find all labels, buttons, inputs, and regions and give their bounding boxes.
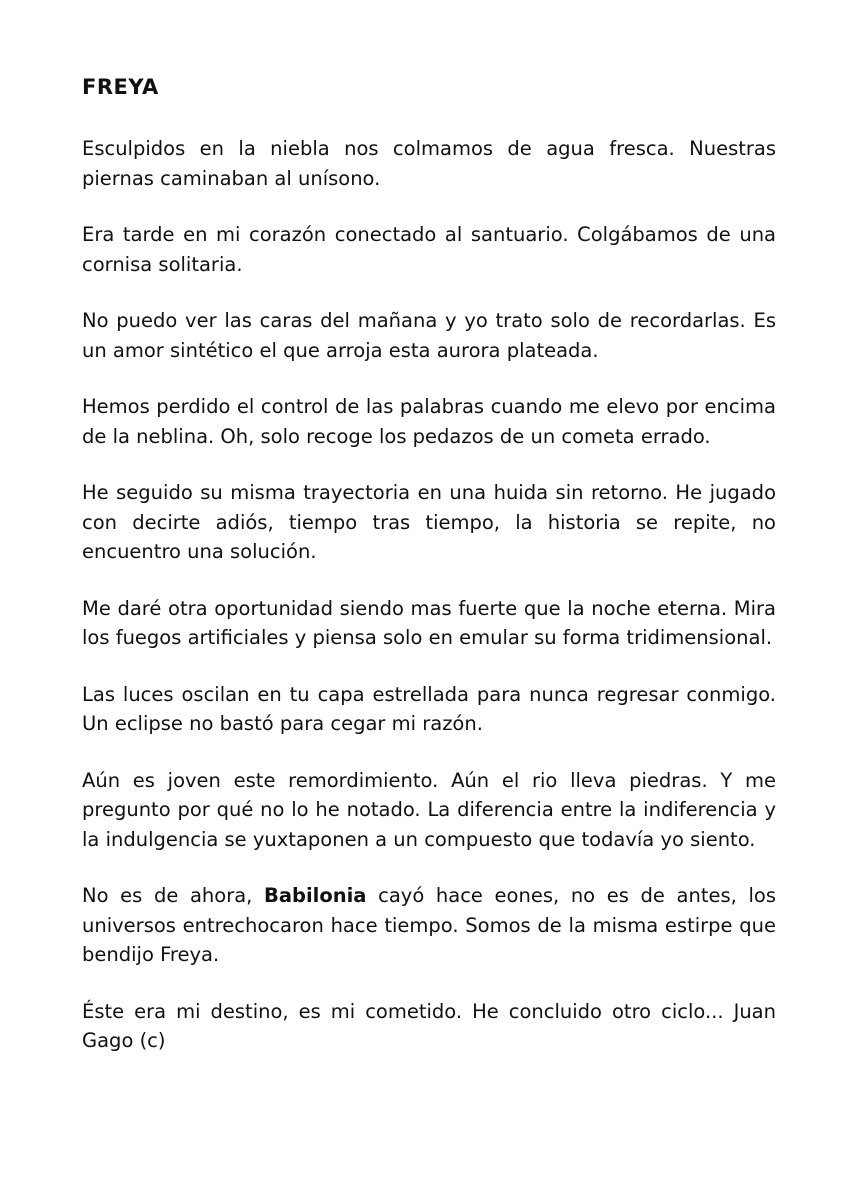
stanza-5: He seguido su misma trayectoria en una huida sin retorno. He jugado con decirte adiós, tiempo tras tiempo, la historia se repite, no encuentro una solución. — [82, 481, 776, 563]
babilonia-bold: Babilonia — [264, 884, 367, 907]
poem-body — [82, 134, 776, 1056]
stanza-6: Me daré otra oportunidad siendo mas fuerte que la noche eterna. Mira los fuegos artificiales y piensa solo en emular su forma tridimensional. — [82, 596, 776, 649]
stanza-2: Era tarde en mi corazón conectado al santuario. Colgábamos de una cornisa solitaria. — [82, 223, 776, 276]
stanza-1: Esculpidos en la niebla nos colmamos de agua fresca. Nuestras piernas caminaban al unísono. — [82, 137, 776, 190]
stanza-9-before: No es de ahora, — [82, 884, 264, 907]
poem-title: FREYA — [82, 75, 159, 99]
stanza-4: Hemos perdido el control de las palabras cuando me elevo por encima de la neblina. Oh, solo recoge los pedazos de un cometa errado. — [82, 395, 776, 448]
stanza-8: Aún es joven este remordimiento. Aún el rio lleva piedras. Y me pregunto por qué no lo he notado. La diferencia entre la indiferencia y la indulgencia se yuxtaponen a un compuesto que todavía yo siento. — [82, 768, 776, 851]
stanza-3: No puedo ver las caras del mañana y yo trato solo de recordarlas. Es un amor sintético el que arroja esta aurora plateada. — [82, 309, 776, 362]
closing-stanza: Éste era mi destino, es mi cometido. He concluido otro ciclo... Juan Gago (c) — [82, 999, 776, 1052]
stanza-9 — [82, 881, 776, 970]
stanza-9-after: cayó hace eones, no es de antes, los universos entrechocaron hace tiempo. Somos de la misma estirpe que bendijo Freya. — [82, 884, 776, 966]
stanza-7: Las luces oscilan en tu capa estrellada para nunca regresar conmigo. Un eclipse no bastó para cegar mi razón. — [82, 682, 776, 735]
